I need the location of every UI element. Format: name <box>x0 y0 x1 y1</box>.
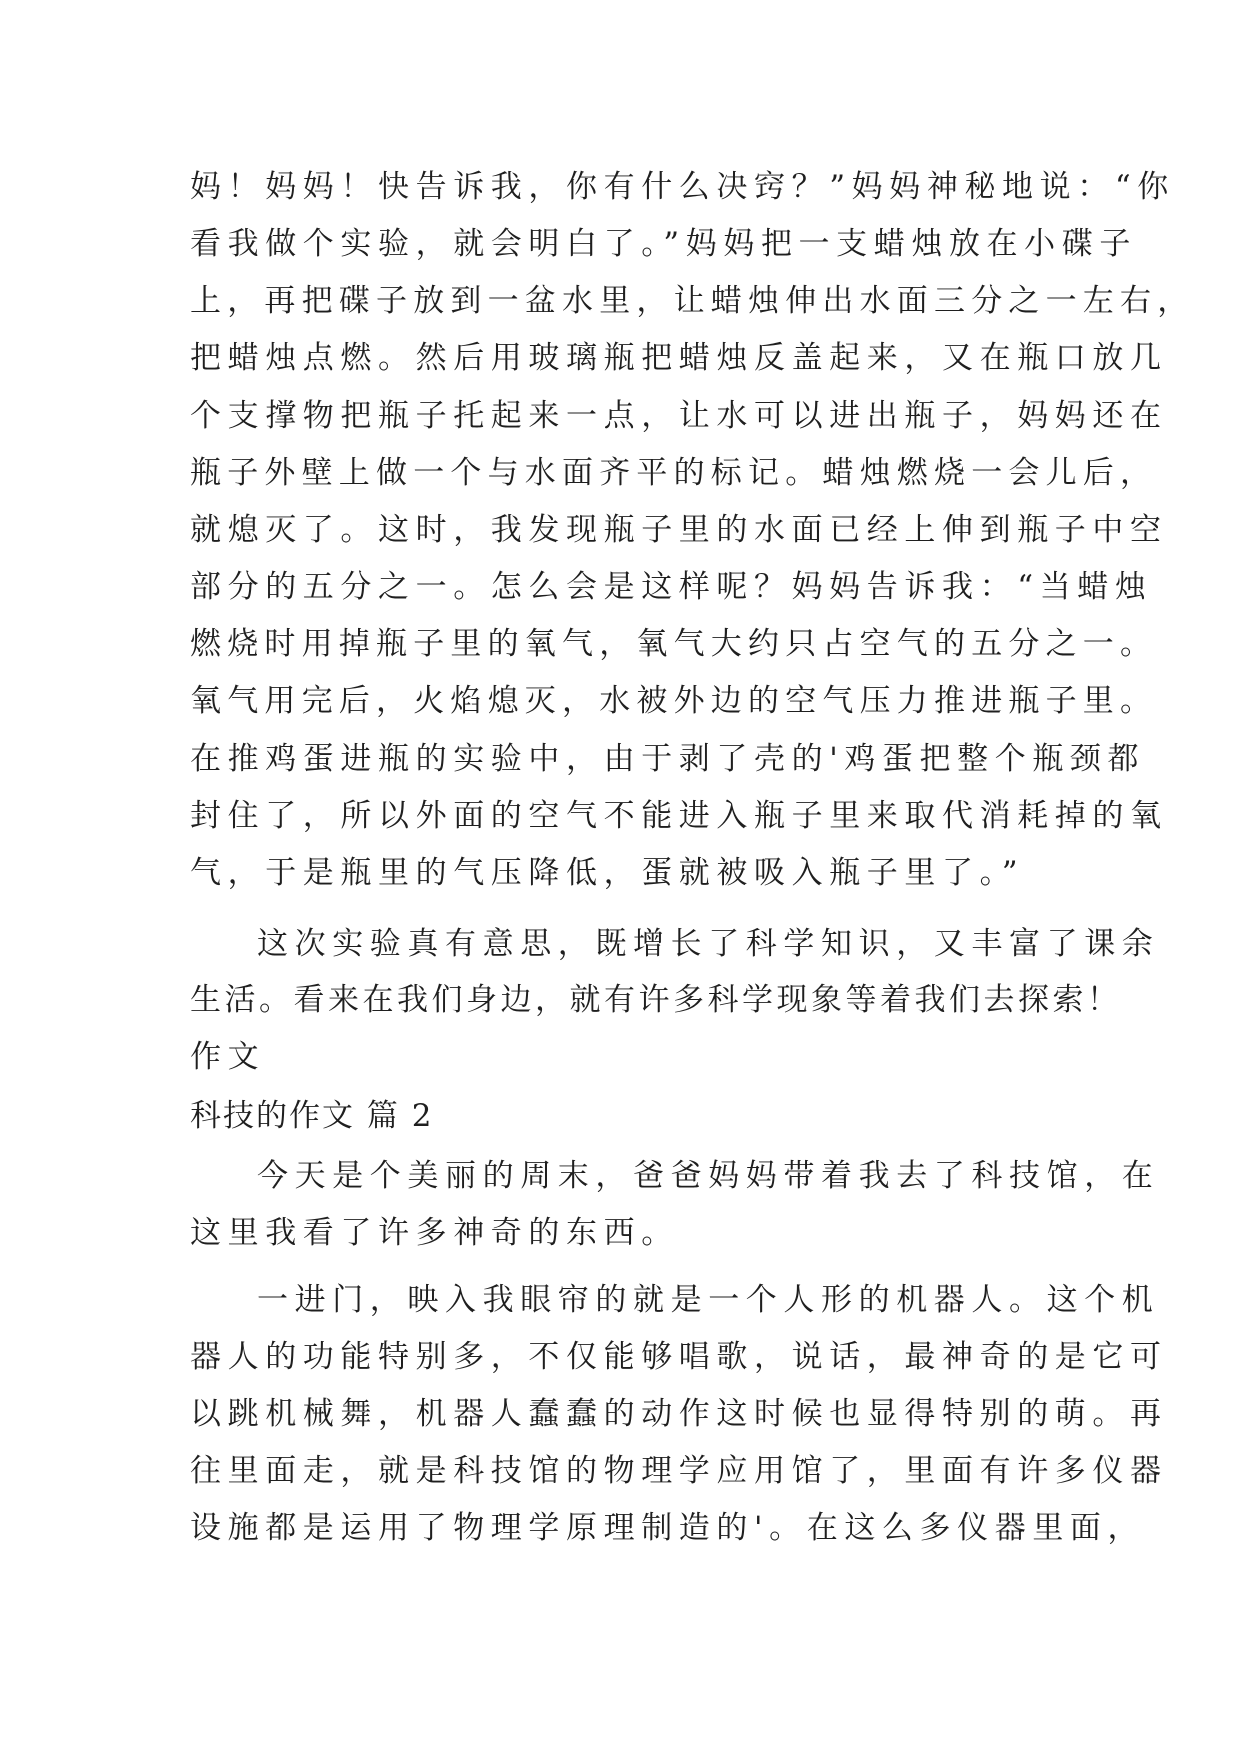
text-line: 瓶子外壁上做一个与水面齐平的标记。蜡烛燃烧一会儿后， <box>190 455 1158 491</box>
text-line: 就熄灭了。这时，我发现瓶子里的水面已经上伸到瓶子中空 <box>190 512 1168 548</box>
text-line: 气，于是瓶里的气压降低，蛋就被吸入瓶子里了。” <box>190 855 1025 891</box>
text-line: 燃烧时用掉瓶子里的氧气，氧气大约只占空气的五分之一。 <box>190 626 1158 662</box>
paragraph-first-line: 这次实验真有意思，既增长了科学知识，又丰富了课余 <box>257 926 1160 962</box>
text-line: 设施都是运用了物理学原理制造的'。在这么多仪器里面， <box>190 1510 1146 1546</box>
text-line: 妈！妈妈！快告诉我，你有什么决窍？”妈妈神秘地说：“你 <box>190 169 1175 205</box>
text-line: 以跳机械舞，机器人蠢蠢的动作这时候也显得特别的萌。再 <box>190 1396 1168 1432</box>
text-line: 部分的五分之一。怎么会是这样呢？妈妈告诉我：“当蜡烛 <box>190 569 1153 605</box>
text-line: 上，再把碟子放到一盆水里，让蜡烛伸出水面三分之一左右， <box>190 283 1195 319</box>
paragraph-first-line: 一进门，映入我眼帘的就是一个人形的机器人。这个机 <box>257 1282 1160 1318</box>
paragraph-first-line: 今天是个美丽的周末，爸爸妈妈带着我去了科技馆，在 <box>257 1158 1160 1194</box>
text-line: 往里面走，就是科技馆的物理学应用馆了，里面有许多仪器 <box>190 1453 1168 1489</box>
text-line: 个支撑物把瓶子托起来一点，让水可以进出瓶子，妈妈还在 <box>190 398 1168 434</box>
text-line: 把蜡烛点燃。然后用玻璃瓶把蜡烛反盖起来，又在瓶口放几 <box>190 340 1168 376</box>
text-line: 封住了，所以外面的空气不能进入瓶子里来取代消耗掉的氧 <box>190 798 1168 834</box>
text-line: 生活。看来在我们身边，就有许多科学现象等着我们去探索！ <box>190 982 1122 1018</box>
text-line: 在推鸡蛋进瓶的实验中，由于剥了壳的'鸡蛋把整个瓶颈都 <box>190 741 1146 777</box>
text-line: 看我做个实验，就会明白了。”妈妈把一支蜡烛放在小碟子 <box>190 226 1137 262</box>
section-heading: 科技的作文 篇 2 <box>190 1098 434 1134</box>
text-line: 氧气用完后，火焰熄灭，水被外边的空气压力推进瓶子里。 <box>190 683 1158 719</box>
text-line: 器人的功能特别多，不仅能够唱歌，说话，最神奇的是它可 <box>190 1339 1168 1375</box>
text-line: 作文 <box>190 1039 266 1075</box>
text-line: 这里我看了许多神奇的东西。 <box>190 1215 679 1251</box>
